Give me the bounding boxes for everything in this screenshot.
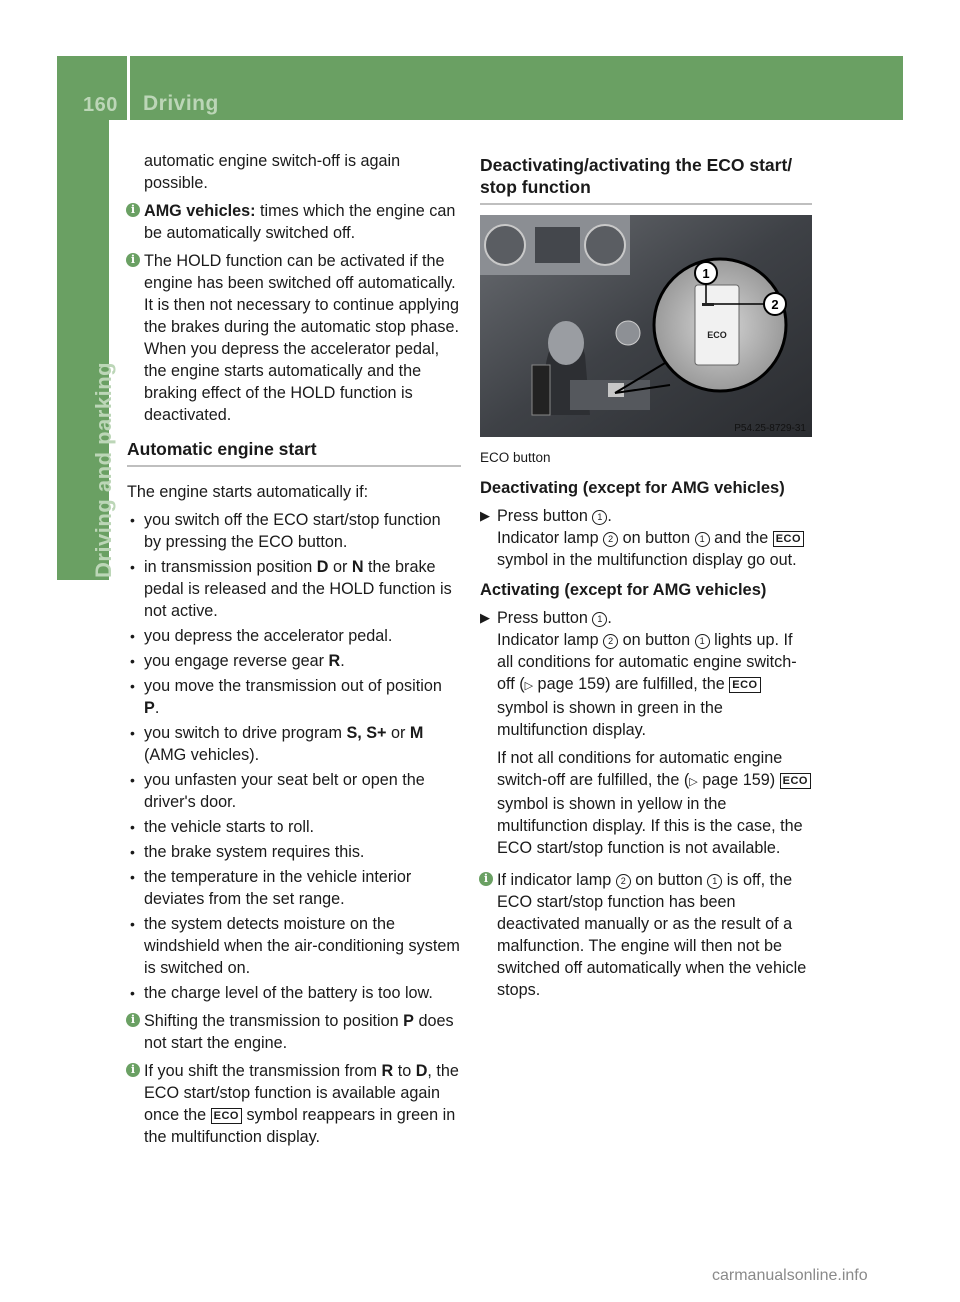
callout-1-icon: 1	[707, 874, 722, 889]
list-item-text: in transmission position	[144, 558, 317, 576]
step-text: .	[607, 507, 612, 525]
note-text: is off, the ECO start/stop function has been deactivated manually or as the result of a malfunction. The engine will then not be switched off automatically when the vehicle stops.	[497, 871, 807, 999]
list-item	[127, 675, 461, 719]
eco-symbol-icon: ECO	[773, 531, 804, 547]
step-text: on button	[618, 529, 695, 547]
info-icon: i	[126, 253, 140, 267]
info-note	[480, 869, 812, 1001]
list-item	[127, 722, 461, 766]
list-item-text: you move the transmission out of position	[144, 677, 442, 695]
gear-label: N	[351, 558, 364, 576]
callout-2-label: 2	[771, 297, 779, 312]
step-text: on button	[618, 631, 695, 649]
eco-button-label: ECO	[707, 330, 727, 340]
info-icon: i	[126, 1063, 140, 1077]
list-item-text: .	[340, 652, 345, 670]
header-divider	[127, 56, 130, 120]
left-column	[127, 150, 461, 1154]
step-text: symbol is shown in yellow in the multifunction display. If this is the case, the ECO start/stop function is not available.	[497, 795, 803, 857]
eco-symbol-icon: ECO	[729, 677, 760, 693]
info-note	[127, 250, 461, 426]
bullet-icon: •	[130, 559, 135, 575]
list-item-text: the brake pedal is released and the HOLD function is not active.	[144, 558, 452, 620]
step-result	[480, 747, 812, 859]
instruction-step	[480, 607, 812, 629]
list-item-text: the vehicle starts to roll.	[144, 818, 315, 836]
arrow-icon: ▶	[480, 610, 490, 625]
bullet-icon: •	[130, 916, 135, 932]
list-item-text: the brake system requires this.	[144, 843, 365, 861]
heading-eco-start-stop: Deactivating/activating the ECO start/ stop function	[480, 154, 812, 205]
right-column	[480, 150, 812, 1007]
eco-symbol-icon: ECO	[211, 1108, 242, 1124]
bullet-icon: •	[130, 772, 135, 788]
chapter-tab	[57, 120, 116, 580]
step-text: Press button	[497, 609, 593, 627]
list-item-text: you switch to drive program	[144, 724, 347, 742]
info-note	[127, 1010, 461, 1054]
note-text: , the ECO start/stop function is available again once the	[144, 1062, 459, 1124]
bullet-icon: •	[130, 653, 135, 669]
note-bold: AMG vehicles:	[144, 202, 256, 220]
paragraph: automatic engine switch-off is again possible.	[144, 152, 401, 192]
gear-label: R	[381, 1062, 394, 1080]
list-item	[127, 650, 461, 672]
bullet-icon: •	[130, 512, 135, 528]
step-text: Press button	[497, 507, 593, 525]
page-ref-triangle-icon: ▷	[689, 776, 698, 788]
list-item-text: the system detects moisture on the windshield when the air-conditioning system is switched on.	[144, 915, 460, 977]
callout-1-icon: 1	[695, 532, 710, 547]
bullet-icon: •	[130, 869, 135, 885]
list-item-text: you unfasten your seat belt or open the driver's door.	[144, 771, 425, 811]
list-item	[127, 625, 461, 647]
callout-1-icon: 1	[592, 510, 607, 525]
image-code: P54.25-8729-31	[734, 423, 806, 434]
step-text: page 159)	[697, 771, 780, 789]
page-header	[57, 56, 903, 120]
callout-2-icon: 2	[603, 532, 618, 547]
list-item-text: you engage reverse gear	[144, 652, 329, 670]
step-text: Indicator lamp	[497, 631, 604, 649]
step-text: page 159) are fulfilled, the	[533, 675, 730, 693]
note-text: If you shift the transmission from	[144, 1062, 382, 1080]
list-item-text: you depress the accelerator pedal.	[144, 627, 393, 645]
list-item-text: the temperature in the vehicle interior deviates from the set range.	[144, 868, 412, 908]
callout-1-label: 1	[702, 266, 710, 281]
heading-deactivating: Deactivating (except for AMG vehicles)	[480, 479, 785, 497]
step-result	[480, 629, 812, 741]
bullet-icon: •	[130, 628, 135, 644]
callout-1-icon: 1	[695, 634, 710, 649]
info-note	[127, 1060, 461, 1148]
page-ref-triangle-icon: ▷	[524, 680, 534, 692]
list-item-text: .	[154, 699, 160, 717]
page-number: 160	[83, 94, 118, 116]
note-text: on button	[630, 871, 708, 889]
list-item	[127, 769, 461, 813]
note-text: Shifting the transmission to position	[144, 1012, 404, 1030]
list-item-text: you switch off the ECO start/stop function by pressing the ECO button.	[144, 511, 441, 551]
list-item-text: or	[328, 558, 352, 576]
step-text: If not all conditions for automatic engine switch-off are fulfilled, the (	[497, 749, 783, 789]
watermark: carmanualsonline.info	[712, 1267, 868, 1284]
info-icon: i	[126, 1013, 140, 1027]
gear-label: D	[316, 558, 329, 576]
bullet-icon: •	[130, 819, 135, 835]
list-item	[127, 509, 461, 553]
instruction-step	[480, 505, 812, 527]
heading-activating: Activating (except for AMG vehicles)	[480, 581, 767, 599]
list-item-text: (AMG vehicles).	[144, 746, 260, 764]
heading-automatic-engine-start: Automatic engine start	[127, 438, 461, 467]
list-item	[127, 913, 461, 979]
gear-label: R	[328, 652, 341, 670]
list-item-text: the charge level of the battery is too low.	[144, 984, 433, 1002]
info-icon: i	[479, 872, 493, 886]
gear-label: P	[144, 699, 155, 717]
list-item	[127, 866, 461, 910]
figure-caption: ECO button	[480, 450, 551, 465]
eco-symbol-icon: ECO	[780, 773, 811, 789]
note-text: The HOLD function can be activated if the engine has been switched off automatically. It is then not necessary to continue applying the brakes during the automatic stop phase. When you depress the accelerator pedal, the engine starts automatically and the braking effect of the HOLD function is deactivated.	[144, 252, 459, 424]
eco-button-photo	[480, 215, 812, 437]
gear-label: D	[415, 1062, 428, 1080]
gear-label: P	[403, 1012, 414, 1030]
step-result	[480, 527, 812, 571]
list-item	[127, 841, 461, 863]
note-text: to	[393, 1062, 416, 1080]
note-text: symbol reappears in green in the multifunction display.	[144, 1106, 456, 1146]
step-text: and the	[709, 529, 773, 547]
note-text: does not start the engine.	[144, 1012, 454, 1052]
bullet-icon: •	[130, 725, 135, 741]
note-text: times which the engine can be automatically switched off.	[144, 202, 456, 242]
step-text: symbol is shown in green in the multifunction display.	[497, 699, 723, 739]
bullet-icon: •	[130, 678, 135, 694]
callout-2-icon: 2	[603, 634, 618, 649]
info-icon: i	[126, 203, 140, 217]
note-text: If indicator lamp	[497, 871, 616, 889]
drive-program-label: M	[409, 724, 424, 742]
paragraph: The engine starts automatically if:	[127, 483, 369, 501]
drive-program-label: S, S+	[346, 724, 387, 742]
arrow-icon: ▶	[480, 508, 490, 523]
step-text: symbol in the multifunction display go out.	[497, 551, 797, 569]
section-title: Driving	[143, 92, 219, 115]
step-text: .	[607, 609, 612, 627]
list-item	[127, 556, 461, 622]
info-note	[127, 200, 461, 244]
step-text: Indicator lamp	[497, 529, 604, 547]
callout-1-icon: 1	[592, 612, 607, 627]
callout-2-icon: 2	[616, 874, 631, 889]
step-text: lights up. If all conditions for automatic engine switch-off (	[497, 631, 797, 693]
console-illustration	[480, 215, 812, 437]
bullet-icon: •	[130, 844, 135, 860]
chapter-label: Driving and parking	[91, 361, 116, 578]
bullet-icon: •	[130, 985, 135, 1001]
list-item	[127, 816, 461, 838]
list-item	[127, 982, 461, 1004]
list-item-text: or	[386, 724, 410, 742]
